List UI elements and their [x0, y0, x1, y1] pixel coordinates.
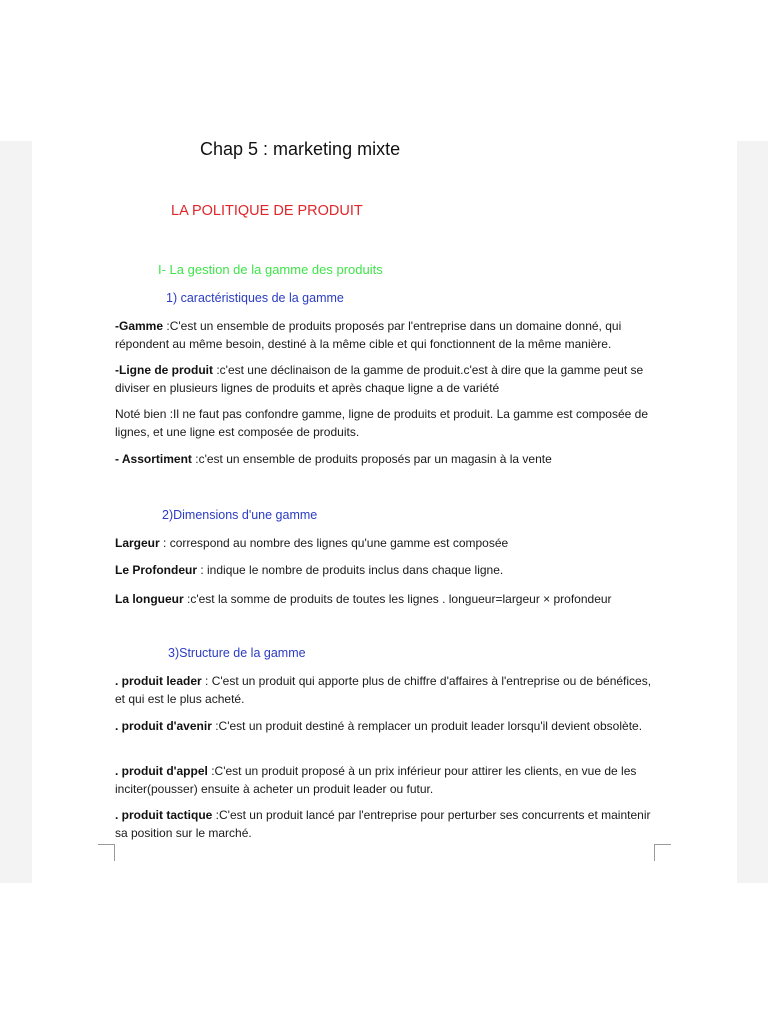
term-longueur: La longueur — [115, 592, 184, 606]
note-bien-text: Noté bien :Il ne faut pas confondre gamme, ligne de produits et produit. La gamme est composée de lignes, et une ligne est composée de produits. — [115, 407, 648, 439]
definition-produit-avenir: :C'est un produit destiné à remplacer un produit leader lorsqu'il devient obsolète. — [211, 719, 643, 733]
term-largeur: Largeur — [115, 536, 160, 550]
term-produit-leader: . produit leader — [115, 674, 202, 688]
term-assortiment: - Assortiment — [115, 452, 192, 466]
definition-assortiment: :c'est un ensemble de produits proposés par un magasin à la vente — [191, 452, 552, 466]
paragraph-gamme — [115, 318, 660, 353]
paragraph-longueur — [115, 591, 660, 609]
term-gamme: -Gamme — [115, 319, 164, 333]
term-ligne-de-produit: -Ligne de produit — [115, 363, 213, 377]
heading-caracteristiques-gamme: 1) caractéristiques de la gamme — [166, 291, 344, 305]
definition-ligne-de-produit: :c'est une déclinaison de la gamme de produit.c'est à dire que la gamme peut se diviser en plusieurs lignes de produits et après chaque ligne a de variété — [115, 363, 644, 395]
heading-gestion-gamme: I- La gestion de la gamme des produits — [158, 262, 383, 277]
definition-produit-leader: : C'est un produit qui apporte plus de chiffre d'affaires à l'entreprise ou de bénéfices, et qui est le plus acheté. — [115, 674, 652, 706]
paragraph-produit-leader — [115, 673, 660, 708]
margin-corner-mark-right — [654, 844, 671, 861]
definition-longueur: :c'est la somme de produits de toutes les lignes . longueur=largeur × profondeur — [183, 592, 612, 606]
term-profondeur: Le Profondeur — [115, 563, 198, 577]
section-title-politique-produit: LA POLITIQUE DE PRODUIT — [171, 203, 363, 219]
definition-gamme: :C'est un ensemble de produits proposés par l'entreprise dans un domaine donné, qui répondent au même besoin, destiné à la même cible et qui fonctionnent de la même manière. — [115, 319, 622, 351]
paragraph-profondeur — [115, 562, 660, 580]
term-produit-tactique: . produit tactique — [115, 808, 213, 822]
paragraph-produit-avenir — [115, 718, 660, 736]
term-produit-appel: . produit d'appel — [115, 764, 208, 778]
heading-dimensions-gamme: 2)Dimensions d'une gamme — [162, 508, 318, 522]
definition-produit-tactique: :C'est un produit lancé par l'entreprise pour perturber ses concurrents et maintenir sa position sur le marché. — [115, 808, 651, 840]
paragraph-produit-appel — [115, 763, 660, 798]
paragraph-note-bien — [115, 406, 660, 441]
paragraph-ligne-de-produit — [115, 362, 660, 397]
paragraph-produit-tactique — [115, 807, 660, 842]
term-produit-avenir: . produit d'avenir — [115, 719, 212, 733]
definition-profondeur: : indique le nombre de produits inclus dans chaque ligne. — [197, 563, 504, 577]
definition-produit-appel: :C'est un produit proposé à un prix inférieur pour attirer les clients, en vue de les inciter(pousser) ensuite à acheter un produit leader ou futur. — [115, 764, 637, 796]
heading-structure-gamme: 3)Structure de la gamme — [168, 646, 306, 660]
definition-largeur: : correspond au nombre des lignes qu'une gamme est composée — [159, 536, 509, 550]
paragraph-largeur — [115, 535, 660, 553]
paragraph-assortiment — [115, 451, 660, 469]
margin-corner-mark-left — [98, 844, 115, 861]
document-title: Chap 5 : marketing mixte — [200, 139, 401, 159]
